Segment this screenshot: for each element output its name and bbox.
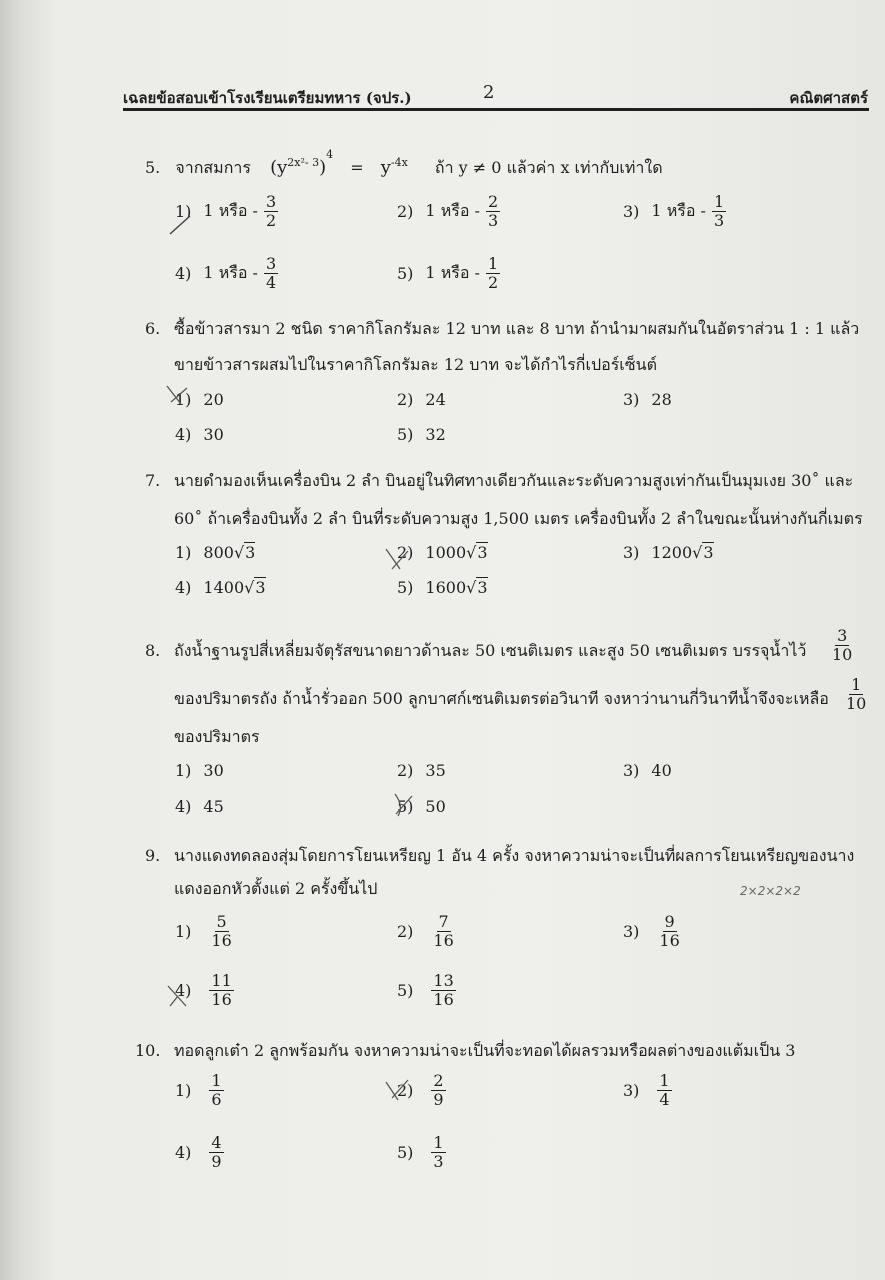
- answer-mark: [392, 792, 418, 818]
- question-10: [135, 1040, 796, 1062]
- q10-option-3[interactable]: 3) $\frac{1}{4}$: [623, 1071, 670, 1109]
- q8-option-4[interactable]: 4) 45: [175, 797, 224, 816]
- question-6-line-2: ขายข้าวสารผสมไปในราคากิโลกรัมละ 12 บาท จะได้กำไรกี่เปอร์เซ็นต์: [174, 355, 657, 374]
- question-7: [145, 470, 854, 492]
- q5-option-3[interactable]: 3) 1 หรือ - $\frac{1}{3}$: [623, 192, 725, 230]
- question-stem: ซื้อข้าวสารมา 2 ชนิด ราคากิโลกรัมละ 12 บาท และ 8 บาท ถ้านำมาผสมกันในอัตราส่วน 1 : 1 แล้ว: [174, 319, 860, 338]
- question-number: 6.: [145, 319, 161, 338]
- q5-option-4[interactable]: 4) 1 หรือ - $\frac{3}{4}$: [175, 254, 277, 292]
- q7-option-2[interactable]: 2) 1000 √3: [397, 543, 488, 562]
- question-7-line-2: 60˚ ถ้าเครื่องบินทั้ง 2 ลำ บินที่ระดับความสูง 1,500 เมตร เครื่องบินทั้ง 2 ลำในขณะนั้นห่างกันกี่เมตร: [174, 509, 863, 528]
- q7-option-3[interactable]: 3) 1200 √3: [623, 543, 714, 562]
- q8-option-1[interactable]: 1) 30: [175, 761, 224, 780]
- q9-option-4[interactable]: 4) $\frac{11}{16}$: [175, 971, 232, 1009]
- answer-mark: [384, 545, 410, 571]
- q7-option-4[interactable]: 4) 1400 √3: [175, 578, 266, 597]
- q8-option-3[interactable]: 3) 40: [623, 761, 672, 780]
- q7-option-5[interactable]: 5) 1600 √3: [397, 578, 488, 597]
- equals-sign: =: [350, 158, 364, 177]
- equation-rhs: $y^{-4x}$: [380, 156, 408, 178]
- answer-mark: [166, 984, 192, 1010]
- question-stem: ถังน้ำฐานรูปสี่เหลี่ยมจัตุรัสขนาดยาวด้านละ 50 เซนติเมตร และสูง 50 เซนติเมตร บรรจุน้ำไว้: [174, 641, 807, 660]
- q8-option-5[interactable]: 5) 50: [397, 797, 446, 816]
- q10-option-1[interactable]: 1) $\frac{1}{6}$: [175, 1071, 222, 1109]
- q6-option-5[interactable]: 5) 32: [397, 425, 446, 444]
- q9-option-1[interactable]: 1) $\frac{5}{16}$: [175, 912, 232, 950]
- q9-option-2[interactable]: 2) $\frac{7}{16}$: [397, 912, 454, 950]
- q9-option-5[interactable]: 5) $\frac{13}{16}$: [397, 971, 454, 1009]
- q6-option-4[interactable]: 4) 30: [175, 425, 224, 444]
- q7-option-1[interactable]: 1) 800 √3: [175, 543, 256, 562]
- q6-option-3[interactable]: 3) 28: [623, 390, 672, 409]
- q8-option-2[interactable]: 2) 35: [397, 761, 446, 780]
- question-stem: จากสมการ: [175, 158, 251, 177]
- q6-option-1[interactable]: 1) 20: [175, 390, 224, 409]
- fraction-1-10: $\frac{1}{10}$: [846, 675, 867, 713]
- question-number: 10.: [135, 1041, 161, 1060]
- handwritten-note: 2×2×2×2: [740, 884, 801, 898]
- header-title: เฉลยข้อสอบเข้าโรงเรียนเตรียมทหาร (จปร.): [123, 89, 412, 107]
- q9-option-3[interactable]: 3) $\frac{9}{16}$: [623, 912, 680, 950]
- header-rule: [123, 108, 869, 111]
- question-stem: นายดำมองเห็นเครื่องบิน 2 ลำ บินอยู่ในทิศทางเดียวกันและระดับความสูงเท่ากันเป็นมุมเงย 30˚ และ: [174, 471, 854, 490]
- answer-mark: [384, 1078, 410, 1104]
- question-8: [145, 640, 807, 662]
- question-stem-b: ถ้า y ≠ 0 แล้วค่า x เท่ากับเท่าใด: [434, 158, 663, 177]
- question-9: [145, 845, 855, 867]
- q10-option-2[interactable]: 2) $\frac{2}{9}$: [397, 1071, 444, 1109]
- question-6: [145, 318, 860, 340]
- answer-mark: [165, 382, 191, 408]
- q10-option-5[interactable]: 5) $\frac{1}{3}$: [397, 1133, 444, 1171]
- q6-option-2[interactable]: 2) 24: [397, 390, 446, 409]
- header-subject: คณิตศาสตร์: [789, 89, 868, 107]
- page-header: [123, 82, 868, 110]
- question-5: [145, 148, 663, 179]
- fraction-3-10: $\frac{3}{10}$: [832, 626, 853, 664]
- q5-option-2[interactable]: 2) 1 หรือ - $\frac{2}{3}$: [397, 192, 499, 230]
- page-number: 2: [483, 82, 495, 103]
- question-stem: ทอดลูกเต๋า 2 ลูกพร้อมกัน จงหาความน่าจะเป็นที่จะทอดได้ผลรวมหรือผลต่างของแต้มเป็น 3: [174, 1041, 796, 1060]
- equation: $(y^{2x^2- 3})^4$: [270, 148, 334, 178]
- q5-option-5[interactable]: 5) 1 หรือ - $\frac{1}{2}$: [397, 254, 499, 292]
- question-number: 7.: [145, 471, 161, 490]
- question-stem: นางแดงทดลองสุ่มโดยการโยนเหรียญ 1 อัน 4 ครั้ง จงหาความน่าจะเป็นที่ผลการโยนเหรียญของนาง: [174, 846, 855, 865]
- question-number: 5.: [145, 158, 161, 177]
- q10-option-4[interactable]: 4) $\frac{4}{9}$: [175, 1133, 222, 1171]
- question-8-line-3: ของปริมาตร: [174, 727, 260, 746]
- q5-option-1[interactable]: 1) 1 หรือ - $\frac{3}{2}$: [175, 192, 277, 230]
- question-8-line-2: ของปริมาตรถัง ถ้าน้ำรั่วออก 500 ลูกบาศก์เซนติเมตรต่อวินาที จงหาว่านานกี่วินาทีน้ำจึงจะเหลือ: [174, 689, 829, 708]
- question-9-line-2: แดงออกหัวตั้งแต่ 2 ครั้งขึ้นไป: [174, 879, 378, 898]
- page-edge: [0, 0, 22, 1280]
- answer-mark: [168, 212, 194, 238]
- question-number: 8.: [145, 641, 161, 660]
- question-number: 9.: [145, 846, 161, 865]
